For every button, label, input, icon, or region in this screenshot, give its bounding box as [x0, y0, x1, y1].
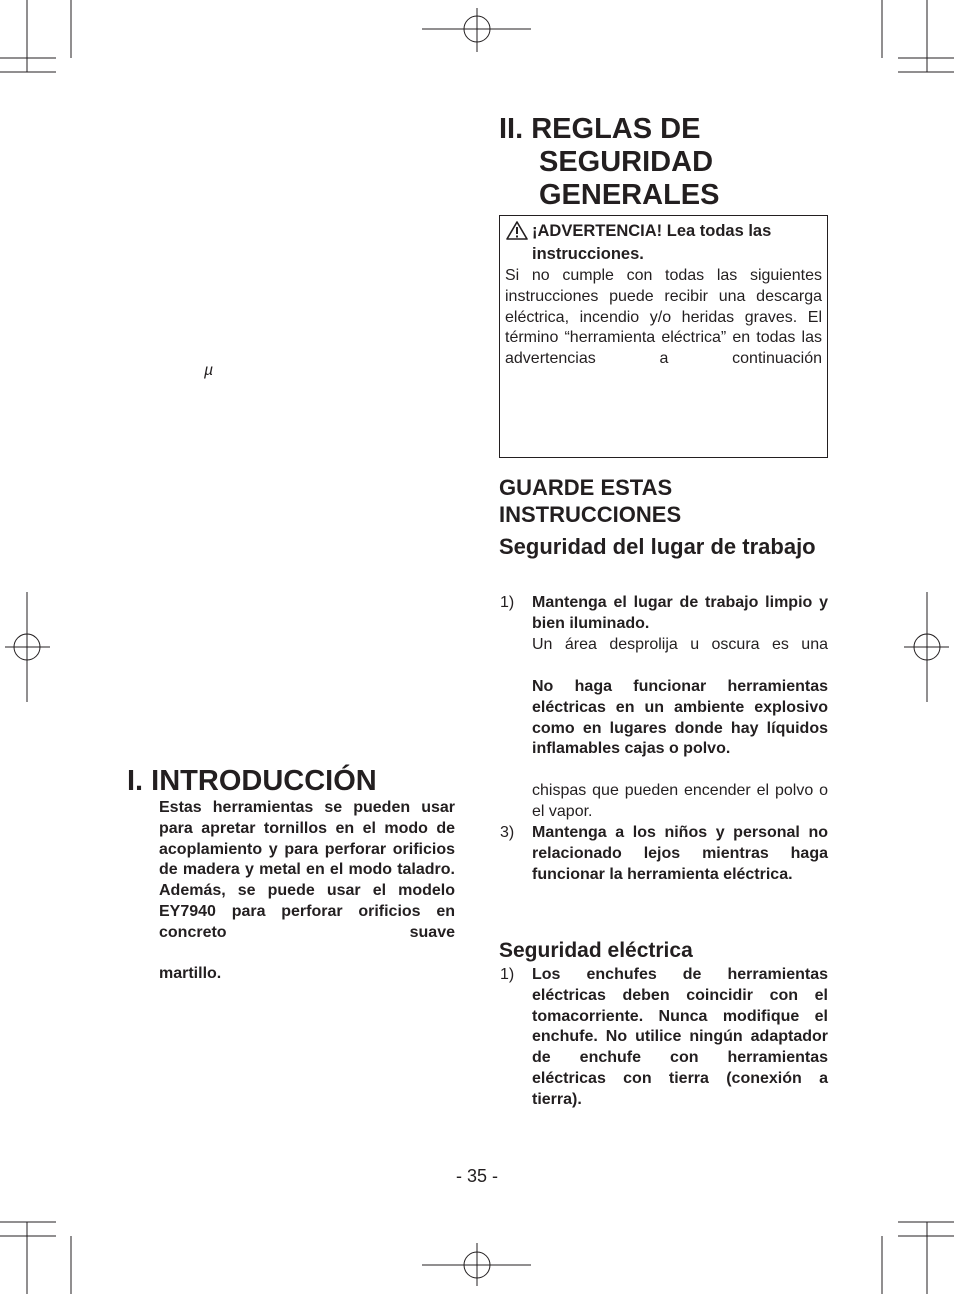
warning-triangle-icon: [506, 221, 528, 240]
work-item3-number: 3): [500, 824, 515, 841]
work-item1-text: Un área desprolija u oscura es una: [532, 636, 828, 653]
rules-title-line2: SEGURIDAD: [539, 146, 714, 178]
intro-body: Estas herramientas se pueden usar para apretar tornillos en el modo de acoplamiento y para perforar orificios de madera y metal en el modo taladro. Además, se puede usar el modelo EY7940 para perforar orificios en concreto suave: [159, 799, 455, 941]
keep-instructions-heading: GUARDE ESTAS INSTRUCCIONES: [499, 475, 682, 527]
work-area-safety-heading: Seguridad del lugar de trabajo: [499, 534, 816, 559]
work-item2-text: chispas que pueden encender el polvo o el vapor.: [532, 782, 828, 820]
electrical-item1-bold: Los enchufes de herramientas eléctricas deben coincidir con el tomacorriente. Nunca modifique el enchufe. No utilice ningún adaptador de enchufe con herramientas eléctricas con tierra (conexión a tierra).: [532, 966, 828, 1108]
intro-last-word: martillo.: [159, 965, 222, 982]
rules-title-line1: II. REGLAS DE: [499, 113, 701, 145]
work-item2-bold: No haga funcionar herramientas eléctricas en un ambiente explosivo como en lugares donde hay líquidos inflamables cajas o polvo.: [532, 678, 828, 758]
work-item1-bold: Mantenga el lugar de trabajo limpio y bien iluminado.: [532, 594, 828, 632]
electrical-item1-number: 1): [500, 966, 515, 983]
mu-symbol: µ: [204, 362, 214, 379]
intro-title: I. INTRODUCCIÓN: [127, 765, 377, 797]
work-item1-number: 1): [500, 594, 515, 611]
page-number: - 35 -: [455, 1166, 498, 1186]
work-item3-bold: Mantenga a los niños y personal no relacionado lejos mientras haga funcionar la herramienta eléctrica.: [532, 824, 828, 883]
warning-heading: ¡ADVERTENCIA! Lea todas las instrucciones.: [532, 222, 772, 263]
warning-body: Si no cumple con todas las siguientes instrucciones puede recibir una descarga eléctrica, incendio y/o heridas graves. El término “herramienta eléctrica” en todas las advertencias a continuación: [505, 267, 822, 368]
rules-title-line3: GENERALES: [539, 179, 720, 211]
electrical-safety-heading: Seguridad eléctrica: [499, 939, 693, 962]
